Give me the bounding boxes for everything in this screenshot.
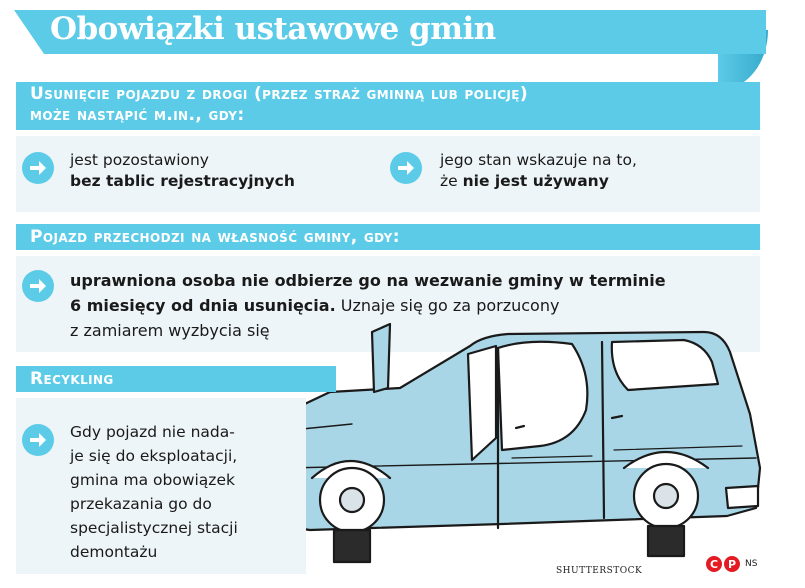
copyright-credit xyxy=(706,556,757,572)
section-header-ownership: Pojazd przechodzi na własność gminy, gdy: xyxy=(16,224,760,250)
arrow-right-icon xyxy=(390,152,422,184)
recycling-line: gmina ma obowiązek xyxy=(70,471,235,489)
page-title: Obowiązki ustawowe gmin xyxy=(50,11,496,47)
author-initials: NS xyxy=(745,559,758,569)
removal-item-not-used-line1: jego stan wskazuje na to, xyxy=(440,151,637,169)
removal-item-not-used-prefix: że xyxy=(440,172,463,190)
arrow-right-icon xyxy=(22,270,54,302)
removal-item-not-used-bold: nie jest używany xyxy=(462,172,609,190)
removal-item-no-plates-bold: bez tablic rejestracyjnych xyxy=(70,172,295,190)
copyright-c-icon: C xyxy=(706,556,722,572)
recycling-line: specjalistycznej stacji xyxy=(70,519,238,537)
ownership-line1: uprawniona osoba nie odbierze go na wezwanie gminy w terminie xyxy=(70,271,666,290)
car-illustration xyxy=(272,318,772,566)
removal-item-not-used xyxy=(440,150,637,192)
removal-item-no-plates xyxy=(70,150,295,192)
recycling-text xyxy=(70,420,238,564)
ownership-line2-bold: 6 miesięcy od dnia usunięcia. xyxy=(70,296,336,315)
recycling-line: je się do eksploatacji, xyxy=(70,447,238,465)
recycling-line: Gdy pojazd nie nada- xyxy=(70,423,235,441)
arrow-right-icon xyxy=(22,424,54,456)
recycling-line: przekazania go do xyxy=(70,495,212,513)
section-header-removal-line2: może nastąpić m.in., gdy: xyxy=(30,105,245,125)
arrow-right-icon xyxy=(22,152,54,184)
ownership-line2-rest: Uznaje się go za porzucony xyxy=(335,296,560,315)
section-header-recycling: Recykling xyxy=(16,366,336,392)
section-header-removal-line1: Usunięcie pojazdu z drogi (przez straż gminną lub policję) xyxy=(30,84,529,104)
recycling-line: demontażu xyxy=(70,543,158,561)
section-header-removal xyxy=(16,82,760,130)
ownership-line3: z zamiarem wyzbycia się xyxy=(70,321,270,340)
removal-item-no-plates-line1: jest pozostawiony xyxy=(70,151,209,169)
photo-credit: SHUTTERSTOCK xyxy=(556,566,643,576)
copyright-p-icon: P xyxy=(724,556,740,572)
